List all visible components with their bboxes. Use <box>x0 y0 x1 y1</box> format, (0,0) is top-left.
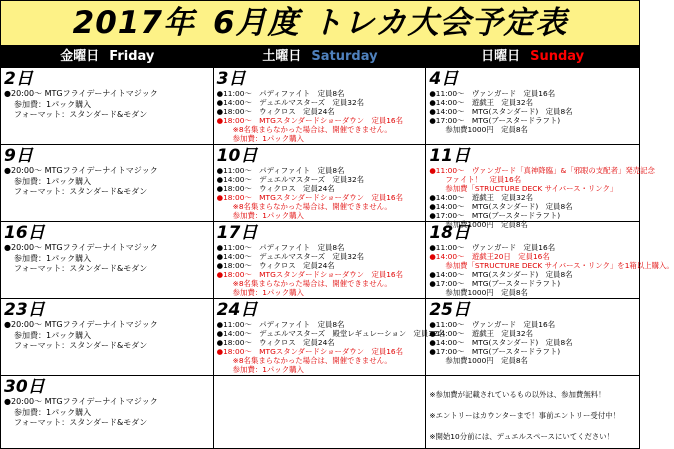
event-line: 参加費：1パック購入 <box>232 288 304 297</box>
event-line: 参加費「STRUCTURE DECK サイバース・リンク」を1箱以上購入。 <box>445 261 674 270</box>
event-line: 参加費：1パック購入 <box>14 253 92 263</box>
week-row <box>1 68 639 145</box>
week-row <box>1 222 674 299</box>
event-line: フォーマット：スタンダード&モダン <box>14 264 148 273</box>
event-line: ●18:00〜 ウィクロス 定員24名 <box>216 184 335 193</box>
event-line: ●18:00〜 ウィクロス 定員24名 <box>216 261 335 270</box>
day-header-en: Friday <box>109 49 155 64</box>
event-line: ●14:00〜 デュエルマスターズ 殿堂レギュレーション 定員32名 <box>216 329 446 338</box>
event-line: 参加費1000円 定員8名 <box>445 125 528 134</box>
day-cell-sat <box>214 222 427 298</box>
event-line: ●14:00〜 デュエルマスターズ 定員32名 <box>216 175 365 184</box>
event-line: 参加費：1パック購入 <box>232 365 304 374</box>
event-line: ●20:00〜 MTGフライデーナイトマジック <box>4 89 158 98</box>
date-label: 9日 <box>4 146 33 166</box>
event-line: 参加費：1パック購入 <box>14 407 92 417</box>
event-line: ファイト！ 定員16名 <box>445 175 522 184</box>
notes-cell <box>426 376 639 448</box>
event-line: ●14:00〜 遊戯王 定員32名 <box>429 193 533 202</box>
event-line: ●14:00〜 MTG(スタンダード) 定員8名 <box>429 270 573 279</box>
event-line: ●17:00〜 MTG(ブースタードラフト) <box>429 279 561 288</box>
event-line: 参加費「STRUCTURE DECK サイバース・リンク」 <box>445 184 618 193</box>
event-line: ●11:00〜 ヴァンガード 定員16名 <box>429 89 556 98</box>
day-header-row <box>1 46 639 68</box>
event-line: ●11:00〜 ヴァンガード 定員16名 <box>429 243 556 252</box>
day-cell-sun <box>426 222 674 298</box>
calendar-grid <box>1 68 674 448</box>
event-line: ●11:00〜 パディファイト 定員8名 <box>216 166 345 175</box>
event-line: ●14:00〜 デュエルマスターズ 定員32名 <box>216 98 365 107</box>
event-line: ●18:00〜 MTGスタンダードショーダウン 定員16名 <box>216 347 404 356</box>
event-line: ●11:00〜 パディファイト 定員8名 <box>216 89 345 98</box>
event-line: ●11:00〜 ヴァンガード「真神降臨」&「邪眼の支配者」発売記念 <box>429 166 655 175</box>
day-header-jp: 金曜日 <box>60 49 100 64</box>
day-cell-fri <box>1 222 214 298</box>
event-line: ※8名集まらなかった場合は、開催できません。 <box>232 279 392 288</box>
event-line: ●18:00〜 MTGスタンダードショーダウン 定員16名 <box>216 270 404 279</box>
day-cell-sat <box>214 68 427 144</box>
event-line: ●14:00〜 MTG(スタンダード) 定員8名 <box>429 338 573 347</box>
note-line: ※参加費が記載されているもの以外は、参加費無料！ <box>429 390 606 399</box>
day-header-friday <box>1 46 214 68</box>
week-row <box>1 145 655 229</box>
page-title <box>1 1 639 46</box>
event-line: ●18:00〜 MTGスタンダードショーダウン 定員16名 <box>216 193 404 202</box>
event-line: ●20:00〜 MTGフライデーナイトマジック <box>4 397 158 406</box>
title-main: 6月度 トレカ大会予定表 <box>212 5 568 41</box>
event-line: ●20:00〜 MTGフライデーナイトマジック <box>4 243 158 252</box>
date-label: 11日 <box>429 146 470 166</box>
day-cell-sat <box>214 145 427 221</box>
day-cell-sat <box>214 376 427 448</box>
event-line: ●14:00〜 デュエルマスターズ 定員32名 <box>216 252 365 261</box>
date-label: 17日 <box>216 223 258 243</box>
event-line: 参加費：1パック購入 <box>14 99 92 109</box>
event-line: ●18:00〜 MTGスタンダードショーダウン 定員16名 <box>216 116 404 125</box>
event-line: 参加費：1パック購入 <box>14 176 92 186</box>
date-label: 3日 <box>216 69 246 89</box>
day-cell-fri <box>1 145 214 221</box>
day-header-jp: 土曜日 <box>262 49 302 64</box>
event-line: ●14:00〜 MTG(スタンダード) 定員8名 <box>429 107 573 116</box>
event-line: ●14:00〜 遊戯王 定員32名 <box>429 98 533 107</box>
event-line: フォーマット：スタンダード&モダン <box>14 341 148 350</box>
day-header-jp: 日曜日 <box>481 49 521 64</box>
event-line: 参加費1000円 定員8名 <box>445 356 528 365</box>
event-line: 参加費：1パック購入 <box>14 330 92 340</box>
day-cell-sun <box>426 68 639 144</box>
event-line: ●17:00〜 MTG(ブースタードラフト) <box>429 347 561 356</box>
event-line: ●14:00〜 遊戯王20日 定員16名 <box>429 252 550 261</box>
day-header-saturday <box>214 46 427 68</box>
title-year: 2017年 <box>72 5 195 41</box>
event-line: 参加費：1パック購入 <box>232 211 304 220</box>
date-label: 2日 <box>4 69 33 89</box>
day-cell-sun <box>426 145 655 229</box>
day-header-en: Saturday <box>311 49 378 64</box>
day-cell-fri <box>1 376 214 448</box>
day-header-en: Sunday <box>530 49 585 64</box>
event-line: ●17:00〜 MTG(ブースタードラフト) <box>429 211 561 220</box>
day-cell-fri <box>1 299 214 375</box>
week-row <box>1 376 639 448</box>
event-line: ●11:00〜 パディファイト 定員8名 <box>216 320 345 329</box>
date-label: 24日 <box>216 300 258 320</box>
event-line: ●11:00〜 ヴァンガード 定員16名 <box>429 320 556 329</box>
date-label: 23日 <box>4 300 45 320</box>
event-line: ●11:00〜 パディファイト 定員8名 <box>216 243 345 252</box>
event-line: ●18:00〜 ウィクロス 定員24名 <box>216 338 335 347</box>
note-line: ※開始10分前には、デュエルスペースにいてください！ <box>429 432 615 441</box>
event-line: フォーマット：スタンダード&モダン <box>14 418 148 427</box>
event-line: 参加費：1パック購入 <box>232 134 304 143</box>
event-line: ●20:00〜 MTGフライデーナイトマジック <box>4 166 158 175</box>
event-line: 参加費1000円 定員8名 <box>445 220 528 229</box>
event-line: フォーマット：スタンダード&モダン <box>14 110 148 119</box>
date-label: 16日 <box>4 223 45 243</box>
event-line: ●14:00〜 MTG(スタンダード) 定員8名 <box>429 202 573 211</box>
note-line: ※エントリーはカウンターまで！事前エントリー受付中！ <box>429 411 620 420</box>
date-label: 10日 <box>216 146 258 166</box>
date-label: 4日 <box>429 69 459 89</box>
date-label: 18日 <box>429 223 470 243</box>
day-header-sunday <box>426 46 639 68</box>
event-line: 参加費1000円 定員8名 <box>445 288 528 297</box>
day-cell-sat <box>214 299 446 375</box>
event-line: ●20:00〜 MTGフライデーナイトマジック <box>4 320 158 329</box>
event-line: ※8名集まらなかった場合は、開催できません。 <box>232 125 392 134</box>
date-label: 25日 <box>429 300 470 320</box>
event-line: ●17:00〜 MTG(ブースタードラフト) <box>429 116 561 125</box>
day-cell-fri <box>1 68 214 144</box>
week-row <box>1 299 639 376</box>
event-line: ●18:00〜 ウィクロス 定員24名 <box>216 107 335 116</box>
event-line: ※8名集まらなかった場合は、開催できません。 <box>232 356 392 365</box>
day-cell-sun <box>426 299 639 375</box>
date-label: 30日 <box>4 377 45 397</box>
event-line: ※8名集まらなかった場合は、開催できません。 <box>232 202 392 211</box>
event-line: フォーマット：スタンダード&モダン <box>14 187 148 196</box>
event-line: ●14:00〜 遊戯王 定員32名 <box>429 329 533 338</box>
